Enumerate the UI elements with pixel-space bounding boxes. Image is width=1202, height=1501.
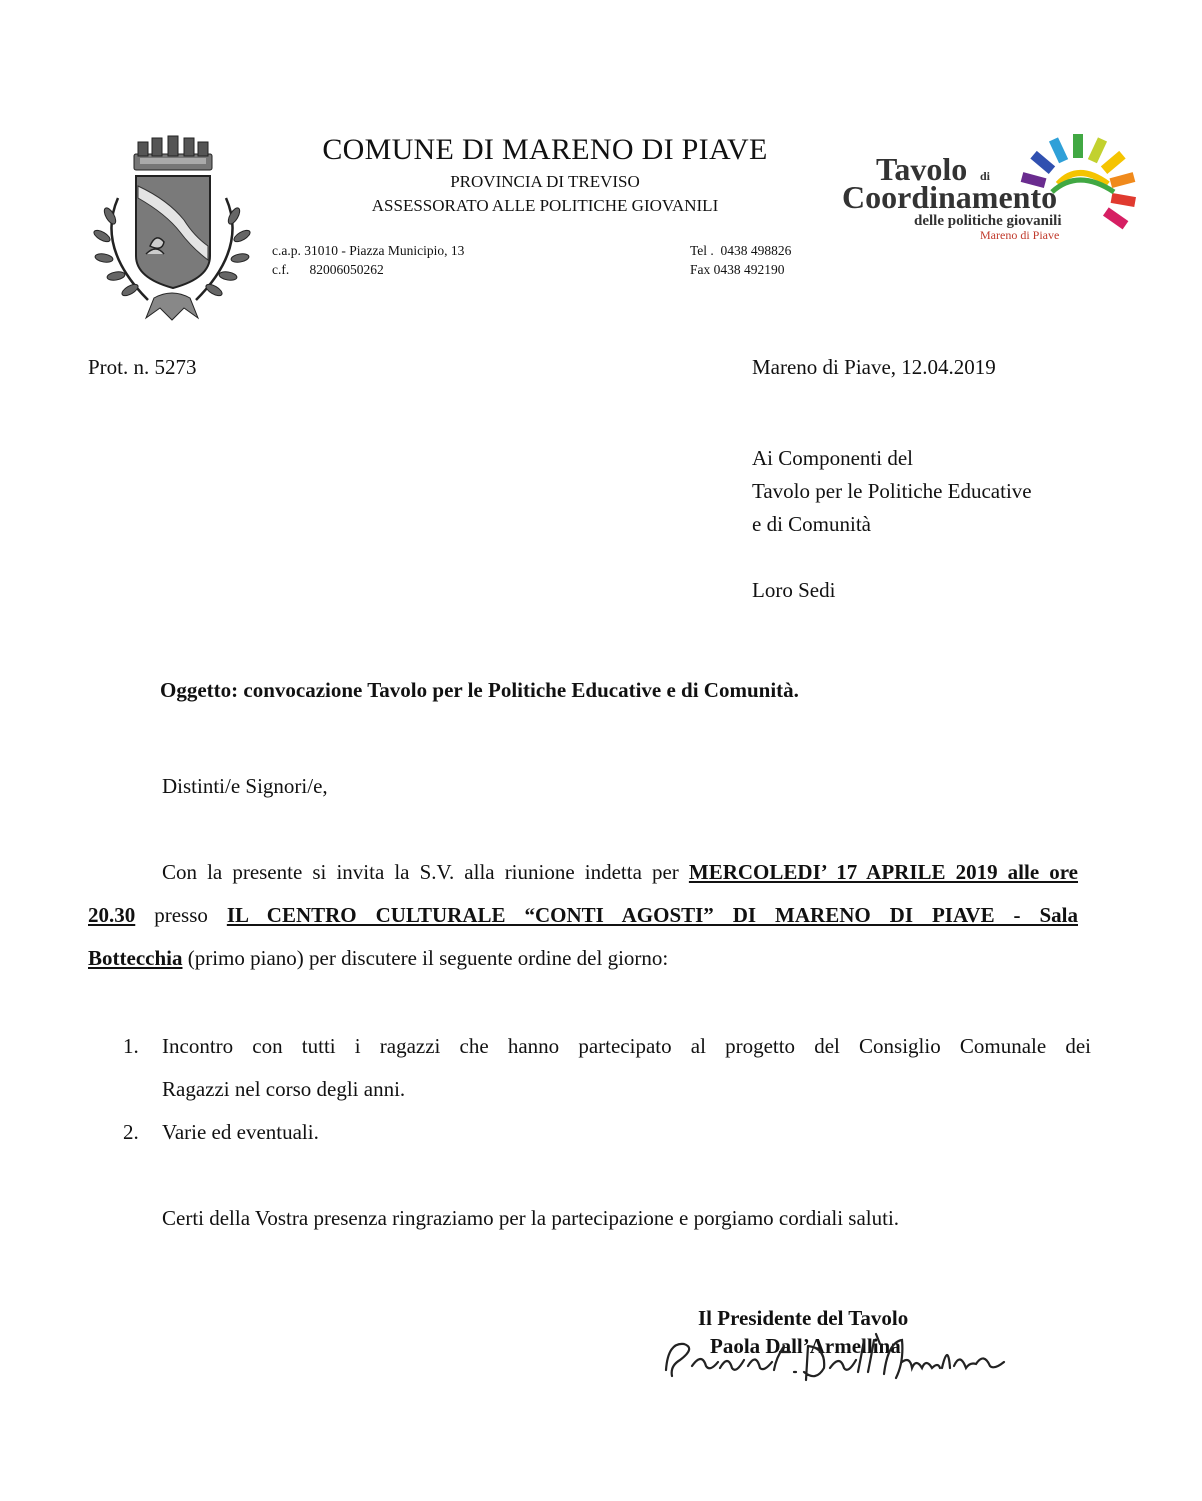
body-line-3: [88, 946, 1078, 980]
logo-color-bar: [1030, 151, 1055, 174]
agenda-number: 1.: [123, 1034, 139, 1058]
logo-place: Mareno di Piave: [980, 228, 1060, 242]
body-line-2: [88, 903, 1078, 937]
body-text: presso: [154, 903, 208, 927]
handwritten-signature: [658, 1322, 1018, 1394]
fax-line: Fax 0438 492190: [690, 262, 785, 277]
recipient-line-2: Tavolo per le Politiche Educative: [752, 479, 1032, 503]
logo-di: di: [980, 169, 991, 183]
logo-title2: Coordinamento: [842, 179, 1058, 215]
logo-color-bar: [1111, 193, 1136, 207]
protocol-number: Prot. n. 5273: [88, 355, 197, 379]
municipality-title: COMUNE DI MARENO DI PIAVE: [322, 133, 768, 166]
logo-color-bar: [1088, 137, 1107, 163]
logo-color-bar: [1101, 151, 1126, 174]
address-line: c.a.p. 31010 - Piazza Municipio, 13: [272, 243, 465, 258]
logo-color-bar: [1103, 207, 1128, 229]
phone-line: Tel . 0438 498826: [690, 243, 792, 258]
meeting-time: 20.30: [88, 903, 136, 927]
recipient-line-3: e di Comunità: [752, 512, 871, 536]
logo-color-bar: [1110, 172, 1136, 188]
department-name: ASSESSORATO ALLE POLITICHE GIOVANILI: [371, 196, 719, 215]
body-line-1: [162, 860, 1078, 894]
meeting-date: MERCOLEDI’ 17 APRILE 2019 alle ore: [688, 860, 1079, 884]
meeting-room: Bottecchia: [88, 946, 183, 970]
signatory-role: Il Presidente del Tavolo: [698, 1306, 909, 1330]
body-text: Con la presente si invita la S.V. alla riunione indetta per: [162, 860, 679, 884]
tavolo-coordinamento-logo: [838, 122, 1138, 247]
signatory-name: Paola Dall’Armellina: [710, 1334, 901, 1358]
agenda-item-1-line-1: Incontro con tutti i ragazzi che hanno partecipato al progetto del Consiglio Comunale dei: [162, 1034, 1091, 1058]
closing-text: Certi della Vostra presenza ringraziamo per la partecipazione e porgiamo cordiali saluti.: [162, 1206, 900, 1230]
recipient-line-1: Ai Componenti del: [752, 446, 913, 470]
agenda-number: 2.: [123, 1120, 139, 1144]
agenda-item-2-line-1: Varie ed eventuali.: [162, 1120, 319, 1144]
subject-line: Oggetto: convocazione Tavolo per le Politiche Educative e di Comunità.: [160, 678, 799, 702]
body-text: (primo piano) per discutere il seguente ordine del giorno:: [187, 946, 669, 970]
letter-date: Mareno di Piave, 12.04.2019: [752, 355, 996, 379]
logo-color-bar: [1049, 137, 1068, 163]
municipal-crest-logo: [88, 128, 256, 328]
meeting-venue: IL CENTRO CULTURALE “CONTI AGOSTI” DI MARENO DI PIAVE - Sala: [226, 903, 1078, 927]
logo-title: Tavolo: [876, 151, 968, 187]
agenda-item-1-line-2: Ragazzi nel corso degli anni.: [162, 1077, 406, 1101]
tax-code-line: c.f. 82006050262: [272, 262, 384, 277]
logo-color-bar: [1073, 134, 1083, 158]
recipient-line-4: Loro Sedi: [752, 578, 836, 602]
greeting: Distinti/e Signori/e,: [162, 774, 328, 798]
province-name: PROVINCIA DI TREVISO: [450, 172, 640, 191]
logo-subtitle: delle politiche giovanili: [914, 213, 1062, 229]
